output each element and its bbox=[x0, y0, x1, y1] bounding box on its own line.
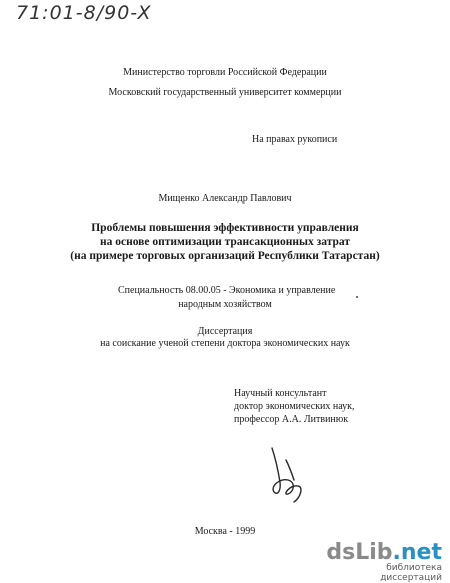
degree-line: на соискание ученой степени доктора экономических наук bbox=[100, 338, 350, 349]
rights-note: На правах рукописи bbox=[252, 134, 338, 145]
university-line: Московский государственный университет коммерции bbox=[108, 87, 342, 98]
handwritten-catalog-code: 71:01-8/90-X bbox=[16, 2, 152, 24]
watermark-logo bbox=[326, 540, 442, 565]
title-line-3: (на примере торговых организаций Республики Татарстан) bbox=[70, 250, 380, 262]
dslib-watermark bbox=[326, 540, 442, 583]
watermark-subtitle: библиотека диссертаций bbox=[380, 563, 442, 583]
city-year: Москва - 1999 bbox=[194, 526, 256, 537]
consultant-line-1: Научный консультант bbox=[234, 388, 327, 399]
consultant-line-3: профессор А.А. Литвинюк bbox=[234, 414, 349, 425]
author-name: Мищенко Александр Павлович bbox=[158, 193, 292, 204]
ink-dot bbox=[356, 296, 358, 298]
consultant-block bbox=[234, 387, 355, 426]
consultant-line-2: доктор экономических наук, bbox=[234, 401, 355, 412]
ministry-line: Министерство торговли Российской Федерации bbox=[123, 67, 327, 78]
watermark-brand-main: dsLib bbox=[326, 540, 393, 565]
handwritten-signature bbox=[250, 440, 330, 510]
watermark-brand-tld: .net bbox=[392, 540, 442, 565]
specialty-line-1: Специальность 08.00.05 - Экономика и управление bbox=[118, 285, 336, 296]
dissertation-label: Диссертация bbox=[197, 326, 253, 337]
title-line-1: Проблемы повышения эффективности управления bbox=[91, 222, 359, 234]
specialty-line-2: народным хозяйством bbox=[178, 299, 272, 310]
title-line-2: на основе оптимизации трансакционных затрат bbox=[99, 236, 351, 248]
